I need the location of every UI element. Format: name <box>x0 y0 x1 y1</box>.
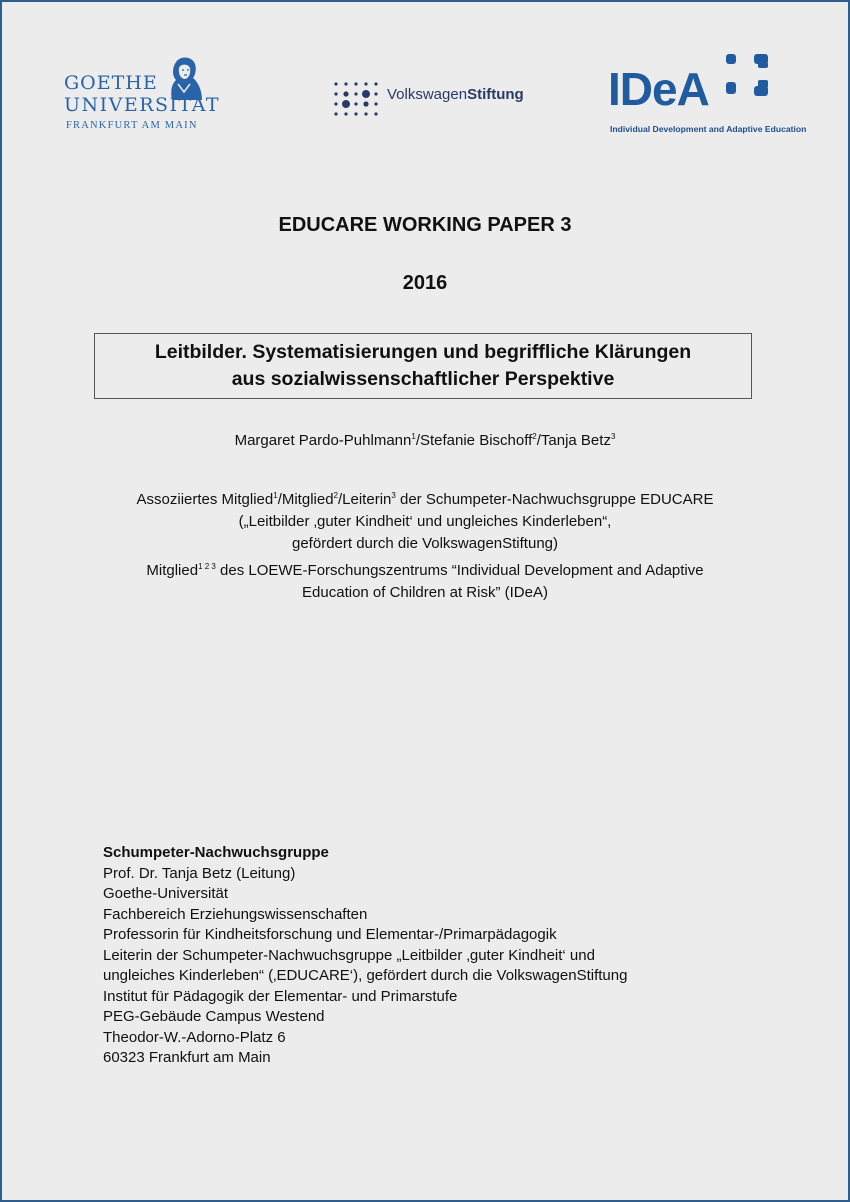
goethe-logo-line2: UNIVERSITÄT <box>64 94 221 116</box>
vw-dots-icon <box>332 80 380 120</box>
affiliation-line3: gefördert durch die VolkswagenStiftung) <box>292 535 558 552</box>
goethe-logo-line1: GOETHE <box>64 72 158 94</box>
vw-logo-text: VolkswagenStiftung <box>387 86 524 103</box>
author-1-marker: 1 <box>411 432 416 441</box>
author-line <box>2 430 848 452</box>
contact-address-block <box>103 843 627 1069</box>
goethe-logo-line3: FRANKFURT AM MAIN <box>66 120 198 131</box>
idea-logo <box>608 50 818 140</box>
address-line: 60323 Frankfurt am Main <box>103 1049 271 1066</box>
address-heading: Schumpeter-Nachwuchsgruppe <box>103 844 329 861</box>
address-line: PEG-Gebäude Campus Westend <box>103 1008 325 1025</box>
membership-line2: Education of Children at Risk” (IDeA) <box>302 584 548 601</box>
idea-bracket-mark-icon <box>724 52 772 100</box>
publication-year: 2016 <box>402 272 448 294</box>
goethe-university-logo <box>64 54 221 136</box>
address-line: Prof. Dr. Tanja Betz (Leitung) <box>103 864 296 882</box>
author-2: /Stefanie Bischoff <box>415 432 533 449</box>
author-2-marker: 2 <box>532 432 537 441</box>
address-line: ungleiches Kinderleben“ (‚EDUCARE‘), gefördert durch die VolkswagenStiftung <box>103 967 628 984</box>
author-3: /Tanja Betz <box>536 432 611 449</box>
affiliation-line1: Assoziiertes Mitglied$^1$/Mitglied$^2$/Leiterin$^3$ der Schumpeter-Nachwuchsgruppe EDUCARE <box>136 491 714 508</box>
affiliation-line2: („Leitbilder ‚guter Kindheit‘ und ungleiches Kinderleben“, <box>238 513 612 530</box>
author-1: Margaret Pardo-Puhlmann <box>234 432 412 449</box>
affiliation-block <box>2 489 848 555</box>
volkswagen-stiftung-logo <box>332 80 542 120</box>
author-3-marker: 3 <box>610 432 616 441</box>
membership-line1: Mitglied$^{1 2 3}$ des LOEWE-Forschungszentrums “Individual Development and Adaptive <box>146 562 704 579</box>
address-line: Theodor-W.-Adorno-Platz 6 <box>103 1028 286 1046</box>
address-line: Institut für Pädagogik der Elementar- und Primarstufe <box>103 987 458 1005</box>
address-line: Fachbereich Erziehungswissenschaften <box>103 905 368 923</box>
paper-title-line2: aus sozialwissenschaftlicher Perspektive <box>231 368 615 390</box>
paper-title-line1: Leitbilder. Systematisierungen und begriffliche Klärungen <box>154 341 692 363</box>
paper-title-box <box>94 333 752 399</box>
address-line: Leiterin der Schumpeter-Nachwuchsgruppe „Leitbilder ‚guter Kindheit‘ und <box>103 946 595 964</box>
address-line: Goethe-Universität <box>103 885 229 902</box>
address-line: Professorin für Kindheitsforschung und Elementar-/Primarpädagogik <box>103 926 557 943</box>
idea-logo-tagline: Individual Development and Adaptive Education <box>610 124 807 134</box>
idea-logo-word: IDeA <box>608 63 709 115</box>
membership-block <box>2 560 848 604</box>
working-paper-title: EDUCARE WORKING PAPER 3 <box>278 214 572 236</box>
